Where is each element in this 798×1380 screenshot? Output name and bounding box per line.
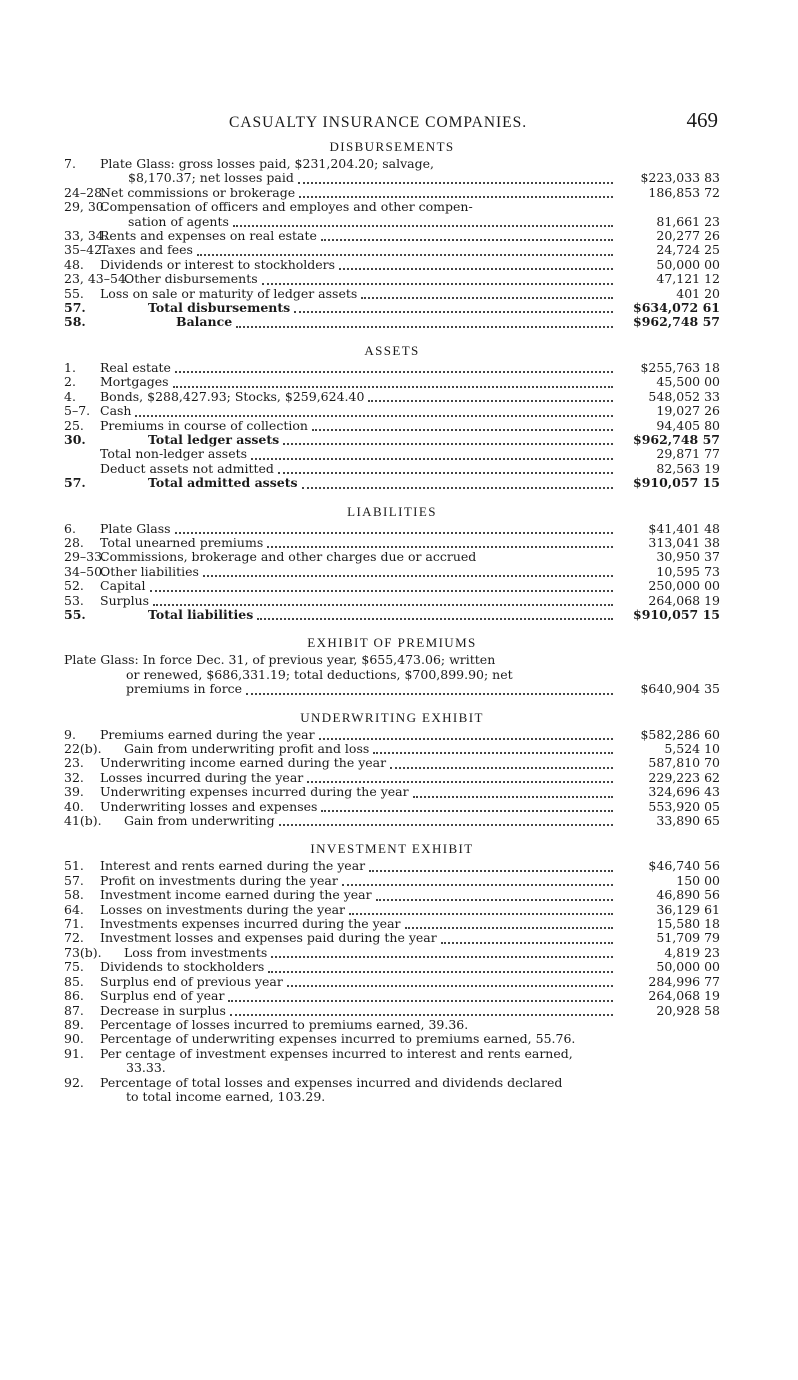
line-amount: 45,500 00 [656, 374, 720, 390]
line-amount: $910,057 15 [633, 606, 720, 622]
disbursements-section [64, 138, 720, 330]
line-number: 7. [64, 156, 76, 171]
line-label: Deduct assets not admitted [100, 461, 274, 476]
table-row [64, 522, 720, 536]
line-label: Compensation of officers and employes and other compen- [100, 200, 473, 215]
line-amount: 553,920 05 [648, 798, 720, 814]
line-amount: 264,068 19 [648, 988, 720, 1004]
line-number: 9. [64, 726, 76, 742]
disbursements-title: DISBURSEMENTS [329, 139, 455, 154]
line-number: 48. [64, 256, 84, 272]
line-amount: 4,819 23 [664, 944, 720, 960]
line-number: 86. [64, 988, 84, 1004]
line-label: Investments expenses incurred during the year [100, 917, 401, 932]
line-number: 23, 43–54. [64, 271, 130, 287]
table-row [64, 272, 720, 286]
line-number: 58. [64, 314, 86, 330]
table-row [64, 946, 720, 960]
line-label: Total non-ledger assets [100, 447, 248, 462]
line-number: 72. [64, 930, 84, 946]
line-label: Surplus [100, 593, 150, 608]
line-label: or renewed, $686,331.19; total deductions, $700,899.90; net [126, 667, 513, 682]
table-row [64, 565, 720, 579]
percentage-note [64, 1076, 720, 1105]
line-amount: 29,871 77 [656, 446, 720, 462]
line-label: Plate Glass: gross losses paid, $231,204.20; salvage, [100, 157, 435, 171]
line-amount: 15,580 18 [656, 916, 720, 932]
line-label: Gain from underwriting [124, 814, 275, 829]
table-row [64, 361, 720, 375]
table-row [64, 243, 720, 257]
line-amount: 81,661 23 [656, 213, 720, 229]
line-amount: 50,000 00 [656, 256, 720, 272]
line-amount: $223,033 83 [640, 170, 720, 186]
percentage-note [64, 1018, 720, 1032]
table-row [64, 903, 720, 917]
line-label: Profit on investments during the year [100, 873, 338, 888]
line-amount: 264,068 19 [648, 592, 720, 608]
line-number: 4. [64, 388, 76, 404]
table-row [64, 742, 720, 756]
line-number: 28. [64, 534, 84, 550]
total-row [64, 315, 720, 329]
line-number: 39. [64, 784, 84, 800]
table-row [64, 814, 720, 828]
table-row [64, 258, 720, 272]
line-number: 25. [64, 417, 84, 433]
line-number: 5–7. [64, 403, 91, 419]
table-row [64, 785, 720, 799]
line-number: 58. [64, 887, 84, 903]
investment-section [64, 840, 720, 1104]
table-row [64, 960, 720, 974]
line-label: Gain from underwriting profit and loss [124, 742, 370, 756]
table-row [64, 447, 720, 461]
page-title: CASUALTY INSURANCE COMPANIES. [229, 114, 528, 131]
line-label: Underwriting expenses incurred during the year [100, 785, 409, 800]
premiums-title: EXHIBIT OF PREMIUMS [307, 635, 477, 651]
line-number: 57. [64, 300, 86, 316]
line-number: 90. [64, 1031, 84, 1047]
line-number: 87. [64, 1002, 84, 1018]
line-label: Plate Glass: In force Dec. 31, of previous year, $655,473.06; written [64, 653, 496, 668]
line-label: $8,170.37; net losses paid [128, 171, 294, 186]
line-number: 53. [64, 592, 84, 608]
line-label: Investment income earned during the year [100, 888, 372, 903]
page-number: 469 [686, 108, 718, 132]
line-amount: 94,405 80 [656, 417, 720, 433]
table-row [64, 800, 720, 814]
table-row [64, 594, 720, 608]
line-number: 1. [64, 359, 76, 375]
line-label: Dividends to stockholders [100, 960, 265, 975]
line-amount: 24,724 25 [656, 242, 720, 258]
table-row [64, 536, 720, 550]
line-number: 6. [64, 520, 76, 536]
table-row [64, 579, 720, 593]
line-amount: 313,041 38 [648, 534, 720, 550]
percentage-note [64, 1032, 720, 1046]
line-amount: 19,027 26 [656, 403, 720, 419]
line-number: 32. [64, 769, 84, 785]
line-amount: $910,057 15 [633, 475, 720, 491]
line-label: Total liabilities [148, 607, 254, 622]
line-label: premiums in force [126, 682, 243, 697]
line-label: Loss from investments [124, 945, 268, 960]
line-number: 51. [64, 858, 84, 874]
note-text-continued: to total income earned, 103.29. [126, 1088, 326, 1104]
table-row [64, 728, 720, 742]
line-number: 92. [64, 1074, 84, 1090]
table-row [64, 653, 720, 667]
table-row [64, 287, 720, 301]
line-label: Net commissions or brokerage [100, 185, 296, 200]
table-row [64, 989, 720, 1003]
line-label: Surplus end of year [100, 989, 225, 1004]
table-row-continued [64, 682, 720, 696]
line-label: Real estate [100, 360, 171, 375]
line-number: 57. [64, 475, 86, 491]
line-number: 85. [64, 973, 84, 989]
assets-section [64, 342, 720, 491]
line-amount: $634,072 61 [633, 300, 720, 316]
line-number: 55. [64, 285, 84, 301]
percentage-note [64, 1047, 720, 1076]
document-page [64, 108, 720, 1116]
note-text: Percentage of losses incurred to premiums earned, 39.36. [100, 1016, 469, 1032]
line-label: Taxes and fees [100, 243, 193, 258]
table-row [64, 1004, 720, 1018]
table-row [64, 404, 720, 418]
table-row-continued [64, 171, 720, 185]
line-amount: 587,810 70 [648, 755, 720, 771]
table-row [64, 186, 720, 200]
note-text-continued: 33.33. [126, 1060, 166, 1076]
table-row [64, 771, 720, 785]
line-number: 64. [64, 901, 84, 917]
line-amount: 284,996 77 [648, 973, 720, 989]
line-label: Loss on sale or maturity of ledger assets [100, 286, 358, 301]
total-row [64, 476, 720, 490]
line-number: 33, 34. [64, 228, 108, 244]
line-amount: 36,129 61 [656, 901, 720, 917]
line-label: sation of agents [128, 214, 229, 229]
line-label: Other disbursements [124, 272, 258, 287]
running-header [64, 108, 720, 138]
line-number: 23. [64, 755, 84, 771]
line-amount: $41,401 48 [648, 520, 720, 536]
line-number: 29–33. [64, 549, 107, 565]
premiums-section [64, 634, 720, 696]
table-row [64, 462, 720, 476]
line-label: Losses incurred during the year [100, 770, 304, 785]
assets-title: ASSETS [364, 342, 420, 358]
underwriting-title: UNDERWRITING EXHIBIT [300, 709, 484, 725]
line-label: Total ledger assets [148, 432, 280, 447]
line-number: 35–42. [64, 242, 107, 258]
line-number: 73(b). [64, 944, 102, 960]
line-number: 52. [64, 578, 84, 594]
line-amount: 30,950 37 [656, 549, 720, 565]
line-label: Interest and rents earned during the year [100, 859, 366, 874]
table-row [64, 157, 720, 171]
line-number: 57. [64, 872, 84, 888]
line-number: 55. [64, 606, 86, 622]
line-label: Total unearned premiums [100, 535, 264, 550]
line-number: 30. [64, 431, 86, 447]
line-label: Underwriting losses and expenses [100, 799, 318, 814]
line-number: 29, 30. [64, 199, 108, 215]
line-label: Underwriting income earned during the year [100, 756, 387, 771]
line-amount: 47,121 12 [656, 271, 720, 287]
line-amount: 324,696 43 [648, 784, 720, 800]
line-amount: $640,904 35 [640, 681, 720, 697]
table-row [64, 550, 720, 564]
line-number: 75. [64, 959, 84, 975]
table-row [64, 917, 720, 931]
liabilities-title: LIABILITIES [347, 503, 437, 519]
note-text: Percentage of total losses and expenses incurred and dividends declared [100, 1074, 563, 1090]
line-amount: 51,709 79 [656, 930, 720, 946]
line-amount: 150 00 [676, 872, 720, 888]
table-row [64, 888, 720, 902]
line-number: 22(b). [64, 741, 102, 756]
line-number: 24–28. [64, 184, 107, 200]
line-amount: $962,748 57 [633, 431, 720, 447]
line-label: Surplus end of previous year [100, 974, 283, 989]
line-label: Dividends or interest to stockholders [100, 257, 336, 272]
line-amount: 82,563 19 [656, 460, 720, 476]
total-row [64, 301, 720, 315]
table-row [64, 200, 720, 214]
line-label: Total admitted assets [148, 476, 298, 491]
line-amount: $255,763 18 [640, 359, 720, 375]
line-amount: 5,524 10 [664, 741, 720, 756]
line-label: Premiums in course of collection [100, 418, 308, 433]
line-number: 41(b). [64, 813, 102, 829]
line-amount: 20,277 26 [656, 228, 720, 244]
line-label: Plate Glass [100, 521, 171, 536]
line-label: Cash [100, 404, 132, 419]
line-label: Balance [176, 315, 233, 330]
line-amount: 250,000 00 [648, 578, 720, 594]
line-number: 91. [64, 1045, 84, 1061]
line-label: Losses on investments during the year [100, 902, 346, 917]
total-row [64, 608, 720, 622]
line-amount: 229,223 62 [648, 769, 720, 785]
line-label: Mortgages [100, 375, 169, 390]
note-text: Percentage of underwriting expenses incurred to premiums earned, 55.76. [100, 1031, 576, 1047]
table-row [64, 931, 720, 945]
table-row [64, 229, 720, 243]
line-amount: 50,000 00 [656, 959, 720, 975]
line-amount: 186,853 72 [648, 184, 720, 200]
table-row [64, 390, 720, 404]
table-row [64, 419, 720, 433]
line-label: Commissions, brokerage and other charges due or accrued [100, 550, 477, 565]
line-amount: 20,928 58 [656, 1002, 720, 1018]
line-label: Rents and expenses on real estate [100, 229, 317, 244]
table-row [64, 756, 720, 770]
liabilities-section [64, 503, 720, 623]
line-label: Premiums earned during the year [100, 727, 315, 742]
line-label: Investment losses and expenses paid during the year [100, 931, 437, 946]
line-number: 40. [64, 798, 84, 814]
line-amount: 10,595 73 [656, 563, 720, 579]
line-number: 34–50. [64, 563, 107, 579]
note-text: Per centage of investment expenses incurred to interest and rents earned, [100, 1045, 573, 1061]
table-row [64, 975, 720, 989]
line-amount: $962,748 57 [633, 314, 720, 330]
line-number: 89. [64, 1016, 84, 1032]
line-label: Bonds, $288,427.93; Stocks, $259,624.40 [100, 389, 365, 404]
line-amount: 548,052 33 [648, 388, 720, 404]
line-amount: $46,740 56 [648, 858, 720, 874]
line-label: Decrease in surplus [100, 1003, 226, 1018]
table-row-continued [64, 668, 720, 682]
line-number: 71. [64, 916, 84, 932]
line-label: Capital [100, 579, 146, 594]
table-row [64, 859, 720, 873]
line-number: 2. [64, 374, 76, 390]
table-row [64, 874, 720, 888]
line-amount: 33,890 65 [656, 813, 720, 829]
line-amount: 46,890 56 [656, 887, 720, 903]
table-row [64, 375, 720, 389]
underwriting-section [64, 709, 720, 829]
line-label: Other liabilities [100, 564, 199, 579]
line-amount: 401 20 [676, 285, 720, 301]
investment-title: INVESTMENT EXHIBIT [310, 841, 474, 857]
line-amount: $582,286 60 [640, 726, 720, 742]
table-row-continued [64, 215, 720, 229]
line-label: Total disbursements [148, 301, 291, 316]
total-row [64, 433, 720, 447]
